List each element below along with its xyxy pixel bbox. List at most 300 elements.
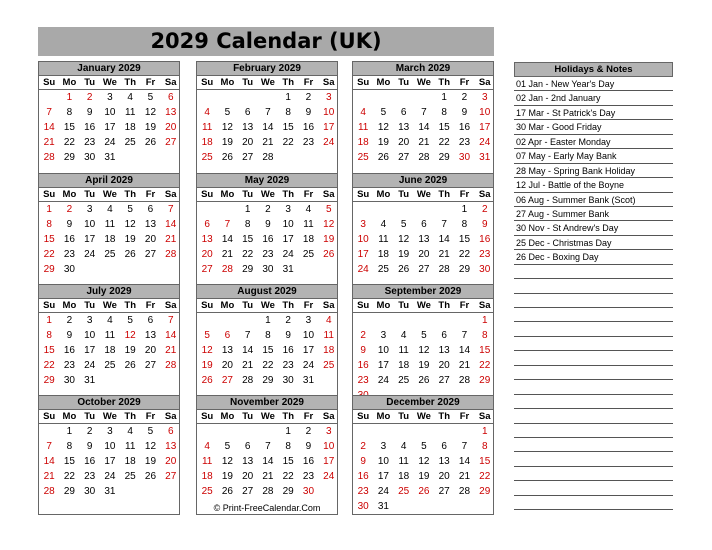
weekday-label: Fr — [303, 300, 314, 311]
day-cell: 26 — [398, 264, 410, 275]
empty-day-cell — [319, 150, 339, 165]
day-cell: 14 — [165, 219, 177, 230]
day-cell: 6 — [224, 330, 231, 341]
weekday-header-row — [353, 299, 493, 313]
day-cell: 11 — [201, 122, 213, 133]
day-cell: 17 — [84, 234, 96, 245]
day-cell: 23 — [84, 471, 96, 482]
day-cell: 28 — [165, 360, 177, 371]
day-cell: 20 — [438, 360, 450, 371]
day-cell: 16 — [84, 122, 96, 133]
day-cell: 23 — [302, 471, 315, 482]
day-cell: 21 — [458, 360, 471, 371]
day-cell: 9 — [66, 330, 73, 341]
day-cell: 13 — [398, 122, 410, 133]
day-cell: 18 — [201, 471, 213, 482]
day-cell: 26 — [201, 375, 213, 386]
day-cell: 8 — [285, 441, 291, 452]
week-row — [197, 469, 337, 484]
week-row — [39, 262, 179, 277]
day-cell: 2 — [305, 92, 312, 103]
day-cell: 19 — [124, 345, 136, 356]
day-cell: 12 — [201, 345, 213, 356]
week-row — [39, 439, 179, 454]
empty-day-cell — [373, 90, 393, 105]
day-cell: 2 — [66, 315, 73, 326]
day-cell: 20 — [144, 234, 157, 245]
day-cell: 4 — [325, 315, 332, 326]
day-cell: 25 — [377, 264, 389, 275]
week-row — [353, 343, 493, 358]
day-cell: 26 — [418, 375, 430, 386]
day-cell: 18 — [124, 122, 136, 133]
day-cell: 18 — [104, 234, 116, 245]
week-row — [197, 424, 337, 439]
empty-day-cell — [120, 150, 140, 165]
week-row — [197, 343, 337, 358]
day-cell: 8 — [285, 107, 291, 118]
day-cell: 9 — [461, 107, 468, 118]
day-cell: 18 — [323, 345, 335, 356]
day-cell: 13 — [165, 107, 177, 118]
day-cell: 21 — [262, 471, 274, 482]
day-cell: 12 — [418, 456, 430, 467]
holiday-note: 02 Jan - 2nd January — [514, 91, 673, 105]
day-cell: 23 — [479, 249, 491, 260]
weekday-label: Th — [282, 189, 294, 200]
day-cell: 8 — [46, 219, 52, 230]
weekday-header-row — [197, 188, 337, 202]
day-cell: 13 — [144, 330, 157, 341]
day-cell: 13 — [221, 345, 233, 356]
weekday-label: Th — [438, 189, 450, 200]
holiday-note: 02 Apr - Easter Monday — [514, 135, 673, 149]
day-cell: 24 — [282, 249, 294, 260]
day-cell: 9 — [265, 219, 271, 230]
weekday-label: Sa — [478, 300, 491, 311]
day-cell: 14 — [458, 456, 471, 467]
weekday-label: Mo — [62, 77, 77, 88]
day-cell: 16 — [357, 360, 369, 371]
day-cell: 2 — [265, 204, 271, 215]
day-cell: 3 — [107, 92, 113, 103]
day-cell: 15 — [282, 456, 294, 467]
day-cell: 27 — [165, 137, 177, 148]
day-cell: 11 — [125, 107, 136, 118]
day-cell: 18 — [104, 345, 116, 356]
weekday-label: Mo — [376, 189, 391, 200]
weekday-label: We — [416, 77, 431, 88]
day-cell: 25 — [398, 375, 410, 386]
day-cell: 7 — [244, 330, 251, 341]
month-calendar — [196, 61, 338, 181]
weekday-label: Tu — [398, 411, 410, 422]
day-cell: 15 — [63, 456, 75, 467]
empty-day-cell — [100, 499, 120, 514]
empty-day-cell — [414, 90, 434, 105]
day-cell: 16 — [282, 345, 294, 356]
weekday-label: We — [416, 300, 431, 311]
weekday-label: Mo — [376, 77, 391, 88]
weekday-label: Fr — [459, 300, 470, 311]
day-cell: 23 — [357, 486, 369, 497]
day-cell: 7 — [46, 441, 52, 452]
day-cell: 21 — [165, 234, 177, 245]
day-cell: 15 — [43, 345, 55, 356]
weekday-label: Tu — [242, 411, 254, 422]
week-row — [353, 454, 493, 469]
day-cell: 20 — [438, 471, 450, 482]
day-cell: 19 — [377, 137, 389, 148]
week-row — [39, 454, 179, 469]
day-cell: 1 — [481, 315, 488, 326]
day-cell: 4 — [305, 204, 312, 215]
day-cell: 12 — [221, 456, 233, 467]
week-row — [197, 202, 337, 217]
week-row — [353, 90, 493, 105]
month-calendar — [352, 395, 494, 515]
day-cell: 29 — [479, 486, 491, 497]
weekday-label: Mo — [376, 411, 391, 422]
day-cell: 24 — [377, 375, 389, 386]
day-cell: 13 — [242, 456, 254, 467]
day-cell: 7 — [441, 219, 447, 230]
day-cell: 31 — [302, 375, 315, 386]
month-calendar — [196, 395, 338, 515]
weekday-label: Mo — [220, 189, 235, 200]
day-cell: 17 — [323, 122, 335, 133]
empty-day-cell — [454, 499, 474, 514]
day-cell: 25 — [398, 486, 410, 497]
day-cell: 17 — [84, 345, 96, 356]
day-cell: 8 — [265, 330, 271, 341]
weekday-label: Tu — [84, 411, 96, 422]
day-cell: 23 — [84, 137, 96, 148]
day-cell: 1 — [441, 92, 447, 103]
day-cell: 30 — [357, 501, 369, 512]
month-title: July 2029 — [39, 285, 179, 299]
day-cell: 21 — [221, 249, 233, 260]
week-row — [39, 373, 179, 388]
weekday-label: Mo — [376, 300, 391, 311]
day-cell: 21 — [165, 345, 177, 356]
empty-day-cell — [140, 262, 160, 277]
day-cell: 31 — [282, 264, 294, 275]
day-cell: 11 — [398, 345, 409, 356]
day-cell: 28 — [43, 152, 55, 163]
weekday-label: Fr — [459, 189, 470, 200]
day-cell: 15 — [63, 122, 75, 133]
weekday-label: We — [102, 77, 117, 88]
blank-note-line — [514, 395, 673, 409]
blank-note-line — [514, 265, 673, 279]
weekday-label: Sa — [164, 300, 177, 311]
day-cell: 10 — [302, 330, 315, 341]
day-cell: 20 — [165, 122, 177, 133]
day-cell: 18 — [357, 137, 369, 148]
weekday-label: Su — [357, 189, 370, 200]
day-cell: 15 — [262, 345, 274, 356]
weekday-label: We — [260, 300, 275, 311]
day-cell: 16 — [479, 234, 491, 245]
empty-day-cell — [258, 90, 278, 105]
empty-day-cell — [394, 424, 414, 439]
day-cell: 24 — [323, 137, 335, 148]
empty-day-cell — [238, 424, 258, 439]
blank-note-line — [514, 424, 673, 438]
empty-day-cell — [394, 313, 414, 328]
weekday-label: Sa — [164, 189, 177, 200]
weekday-label: Tu — [398, 77, 410, 88]
weekday-label: Mo — [62, 300, 77, 311]
day-cell: 28 — [43, 486, 55, 497]
day-cell: 19 — [398, 249, 410, 260]
day-cell: 13 — [144, 219, 157, 230]
day-cell: 28 — [458, 375, 471, 386]
weekday-label: Sa — [322, 300, 335, 311]
weekday-label: Th — [124, 77, 136, 88]
month-calendar — [38, 173, 180, 293]
day-cell: 10 — [377, 456, 389, 467]
day-cell: 22 — [282, 471, 294, 482]
day-cell: 6 — [167, 426, 174, 437]
day-cell: 25 — [104, 360, 116, 371]
day-cell: 24 — [104, 137, 116, 148]
week-row — [353, 313, 493, 328]
day-cell: 1 — [46, 315, 52, 326]
day-cell: 22 — [63, 137, 75, 148]
weekday-label: Tu — [398, 189, 410, 200]
holiday-note: 26 Dec - Boxing Day — [514, 250, 673, 264]
empty-day-cell — [298, 150, 318, 165]
day-cell: 7 — [265, 441, 271, 452]
day-cell: 4 — [127, 92, 133, 103]
holiday-note: 06 Aug - Summer Bank (Scot) — [514, 193, 673, 207]
day-cell: 25 — [302, 249, 315, 260]
month-calendar — [352, 61, 494, 181]
empty-day-cell — [80, 262, 100, 277]
week-row — [197, 358, 337, 373]
day-cell: 30 — [63, 375, 75, 386]
day-cell: 5 — [204, 330, 210, 341]
empty-day-cell — [394, 202, 414, 217]
weekday-label: Sa — [322, 189, 335, 200]
day-cell: 19 — [221, 471, 233, 482]
weekday-label: Tu — [84, 189, 96, 200]
day-cell: 1 — [66, 426, 73, 437]
day-cell: 20 — [398, 137, 410, 148]
day-cell: 28 — [221, 264, 233, 275]
day-cell: 5 — [380, 107, 387, 118]
weekday-header-row — [39, 76, 179, 90]
day-cell: 15 — [479, 456, 491, 467]
empty-day-cell — [319, 262, 339, 277]
weekday-header-row — [353, 188, 493, 202]
day-cell: 7 — [46, 107, 52, 118]
day-cell: 29 — [242, 264, 254, 275]
day-cell: 6 — [441, 441, 447, 452]
week-row — [353, 262, 493, 277]
empty-day-cell — [39, 424, 59, 439]
day-cell: 11 — [303, 219, 314, 230]
day-cell: 2 — [360, 441, 366, 452]
empty-day-cell — [238, 313, 258, 328]
week-row — [197, 135, 337, 150]
week-row — [197, 150, 337, 165]
empty-day-cell — [80, 499, 100, 514]
empty-day-cell — [120, 484, 140, 499]
day-cell: 5 — [147, 92, 154, 103]
week-row — [39, 105, 179, 120]
day-cell: 6 — [167, 92, 174, 103]
day-cell: 14 — [221, 234, 233, 245]
day-cell: 12 — [124, 219, 136, 230]
week-row — [197, 439, 337, 454]
weekday-header-row — [353, 76, 493, 90]
day-cell: 22 — [262, 360, 274, 371]
day-cell: 8 — [66, 107, 73, 118]
day-cell: 26 — [124, 360, 136, 371]
week-row — [39, 499, 179, 514]
day-cell: 3 — [305, 315, 312, 326]
day-cell: 18 — [124, 456, 136, 467]
day-cell: 20 — [165, 456, 177, 467]
day-cell: 1 — [481, 426, 488, 437]
month-calendar — [196, 284, 338, 404]
day-cell: 30 — [479, 264, 491, 275]
day-cell: 23 — [302, 137, 315, 148]
day-cell: 7 — [421, 107, 427, 118]
empty-day-cell — [454, 424, 474, 439]
empty-day-cell — [434, 424, 454, 439]
day-cell: 4 — [360, 107, 366, 118]
empty-day-cell — [475, 499, 495, 514]
day-cell: 12 — [221, 122, 233, 133]
day-cell: 9 — [360, 456, 366, 467]
day-cell: 29 — [63, 152, 75, 163]
day-cell: 3 — [325, 426, 332, 437]
day-cell: 22 — [438, 137, 450, 148]
day-cell: 13 — [438, 456, 450, 467]
weekday-label: Mo — [220, 77, 235, 88]
holidays-notes-panel — [514, 62, 673, 510]
day-cell: 11 — [323, 330, 334, 341]
day-cell: 16 — [84, 456, 96, 467]
week-row — [197, 105, 337, 120]
day-cell: 17 — [377, 360, 389, 371]
day-cell: 25 — [124, 137, 136, 148]
empty-day-cell — [373, 424, 393, 439]
day-cell: 9 — [86, 107, 93, 118]
day-cell: 19 — [144, 122, 157, 133]
weekday-label: Sa — [322, 77, 335, 88]
empty-day-cell — [120, 262, 140, 277]
weekday-label: Tu — [242, 300, 254, 311]
day-cell: 12 — [398, 234, 410, 245]
blank-note-line — [514, 496, 673, 510]
weekday-label: We — [260, 77, 275, 88]
day-cell: 3 — [285, 204, 291, 215]
weekday-label: Fr — [145, 77, 156, 88]
weekday-label: Fr — [303, 411, 314, 422]
day-cell: 24 — [84, 249, 96, 260]
day-cell: 16 — [458, 122, 471, 133]
day-cell: 18 — [377, 249, 389, 260]
week-row — [197, 217, 337, 232]
weekday-label: Sa — [478, 189, 491, 200]
empty-day-cell — [353, 90, 373, 105]
day-cell: 23 — [262, 249, 274, 260]
weekday-label: We — [416, 189, 431, 200]
weekday-label: Th — [282, 411, 294, 422]
day-cell: 14 — [262, 456, 274, 467]
day-cell: 26 — [144, 137, 157, 148]
week-row — [39, 150, 179, 165]
weekday-header-row — [197, 76, 337, 90]
empty-day-cell — [197, 424, 217, 439]
day-cell: 22 — [458, 249, 471, 260]
day-cell: 29 — [43, 375, 55, 386]
weekday-label: We — [260, 189, 275, 200]
empty-day-cell — [414, 424, 434, 439]
day-cell: 13 — [242, 122, 254, 133]
weekday-label: Su — [357, 411, 370, 422]
day-cell: 24 — [323, 471, 335, 482]
notes-list — [514, 77, 673, 510]
day-cell: 27 — [242, 486, 254, 497]
day-cell: 1 — [244, 204, 251, 215]
day-cell: 4 — [204, 441, 210, 452]
month-calendar — [352, 173, 494, 293]
day-cell: 10 — [104, 107, 116, 118]
day-cell: 2 — [285, 315, 291, 326]
week-row — [39, 247, 179, 262]
weekday-label: Fr — [145, 411, 156, 422]
weekday-label: Su — [43, 411, 56, 422]
day-cell: 14 — [165, 330, 177, 341]
day-cell: 1 — [66, 92, 73, 103]
day-cell: 7 — [461, 441, 468, 452]
day-cell: 20 — [201, 249, 213, 260]
weekday-label: Su — [357, 300, 370, 311]
blank-note-line — [514, 294, 673, 308]
month-calendar — [352, 284, 494, 404]
weekday-label: Su — [201, 411, 214, 422]
day-cell: 2 — [305, 426, 312, 437]
holiday-note: 25 Dec - Christmas Day — [514, 236, 673, 250]
day-cell: 27 — [398, 152, 410, 163]
weekday-label: Su — [201, 300, 214, 311]
empty-day-cell — [353, 202, 373, 217]
day-cell: 2 — [360, 330, 366, 341]
day-cell: 15 — [282, 122, 294, 133]
day-cell: 16 — [262, 234, 274, 245]
day-cell: 2 — [86, 92, 93, 103]
day-cell: 17 — [323, 456, 335, 467]
day-cell: 11 — [378, 234, 389, 245]
day-cell: 9 — [66, 219, 73, 230]
month-title: September 2029 — [353, 285, 493, 299]
empty-day-cell — [39, 499, 59, 514]
weekday-header-row — [39, 299, 179, 313]
week-row — [353, 135, 493, 150]
day-cell: 21 — [242, 360, 254, 371]
empty-day-cell — [161, 262, 181, 277]
empty-day-cell — [238, 90, 258, 105]
week-row — [353, 424, 493, 439]
week-row — [39, 343, 179, 358]
day-cell: 31 — [84, 375, 96, 386]
